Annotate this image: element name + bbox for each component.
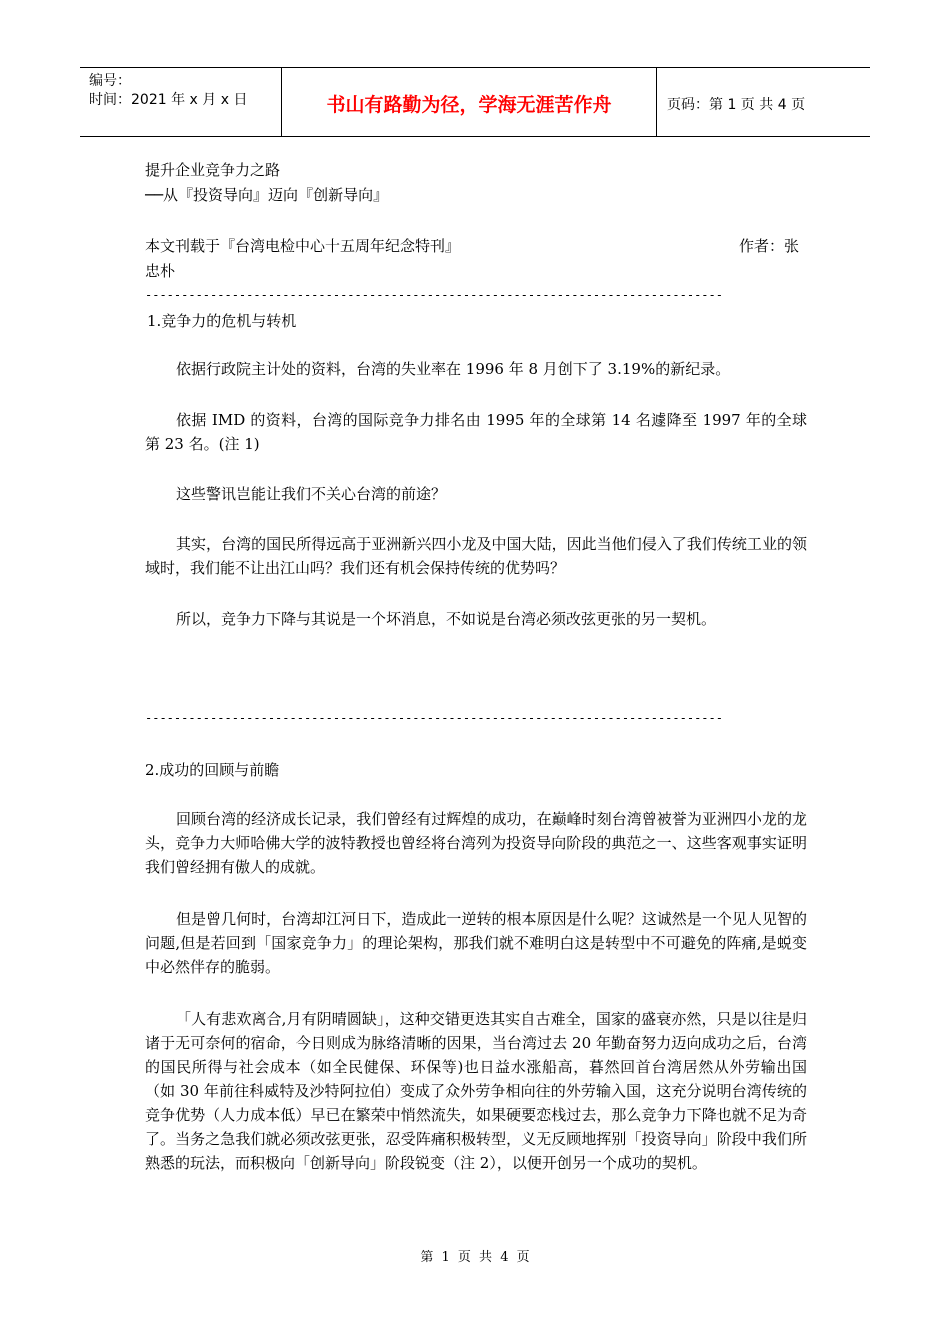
section1-paragraph: 依据 IMD 的资料，台湾的国际竞争力排名由 1995 年的全球第 14 名遽降至 1997 年的全球第 23 名。(注 1)	[145, 411, 807, 453]
section1-heading: 1.竞争力的危机与转机	[147, 312, 297, 330]
header-motto-cell	[282, 68, 657, 136]
article-subtitle: ──从『投资导向』迈向『创新导向』	[145, 186, 389, 204]
number-label: 编号：	[89, 73, 131, 89]
section2-paragraph: 回顾台湾的经济成长记录，我们曾经有过辉煌的成功，在巅峰时刻台湾曾被誉为亚洲四小龙的龙头，竞争力大师哈佛大学的波特教授也曾经将台湾列为投资导向阶段的典范之一、这些客观事实证明我们曾经拥有傲人的成就。	[145, 810, 807, 876]
section1-paragraph: 依据行政院主计处的资料，台湾的失业率在 1996 年 8 月创下了 3.19%的新纪录。	[176, 360, 731, 378]
header-page-cell	[657, 68, 870, 136]
section1-paragraph: 所以，竞争力下降与其说是一个坏消息，不如说是台湾必须改弦更张的另一契机。	[176, 610, 717, 628]
document-header	[80, 67, 870, 137]
motto: 书山有路勤为径，学海无涯苦作舟	[326, 94, 612, 116]
time-label: 时间：2021 年 x 月 x 日	[89, 92, 248, 108]
article-title: 提升企业竞争力之路	[145, 161, 281, 179]
section2-heading: 2.成功的回顾与前瞻	[145, 761, 280, 779]
header-page-label: 页码：第 1 页 共 4 页	[667, 97, 806, 113]
divider-middle: --------------------------------------------------------------------------------	[145, 711, 723, 725]
article-source: 本文刊载于『台湾电检中心十五周年纪念特刊』	[145, 237, 461, 255]
author-prefix: 作者：张	[739, 237, 800, 255]
header-meta-cell	[80, 68, 282, 136]
section2-paragraph: 「人有悲欢离合,月有阴晴圆缺」，这种交错更迭其实自古难全，国家的盛衰亦然，只是以往是归诸于无可奈何的宿命，今日则成为脉络清晰的因果，当台湾过去 20 年勤奋努力迈向成功之后，台湾的国民所得与社会成本（如全民健保、环保等)也日益水涨船高，暮然回首台湾居然从外劳输出国（如 30 年前往科威特及沙特阿拉伯）变成了众外劳争相向往的外劳输入国，这充分说明台湾传统的竞争优势（人力成本低）早已在繁荣中悄然流失，如果硬要恋栈过去，那么竞争力下降也就不足为奇了。当务之急我们就必须改弦更张，忍受阵痛积极转型，义无反顾地挥别「投资导向」阶段中我们所熟悉的玩法，而积极向「创新导向」阶段锐变（注 2），以便开创另一个成功的契机。	[145, 1010, 807, 1172]
section1-paragraph: 其实，台湾的国民所得远高于亚洲新兴四小龙及中国大陆，因此当他们侵入了我们传统工业的领域时，我们能不让出江山吗？我们还有机会保持传统的优势吗？	[145, 535, 807, 577]
section2-paragraph: 但是曾几何时，台湾却江河日下，造成此一逆转的根本原因是什么呢？这诚然是一个见人见智的问题,但是若回到「国家竞争力」的理论架构，那我们就不难明白这是转型中不可避免的阵痛,是蜕变中必然伴存的脆弱。	[145, 910, 807, 976]
author-rest: 忠朴	[145, 262, 176, 280]
page-footer: 第 1 页 共 4 页	[420, 1250, 530, 1265]
section1-paragraph: 这些警讯岂能让我们不关心台湾的前途？	[176, 485, 447, 503]
divider-top: --------------------------------------------------------------------------------	[145, 288, 723, 302]
